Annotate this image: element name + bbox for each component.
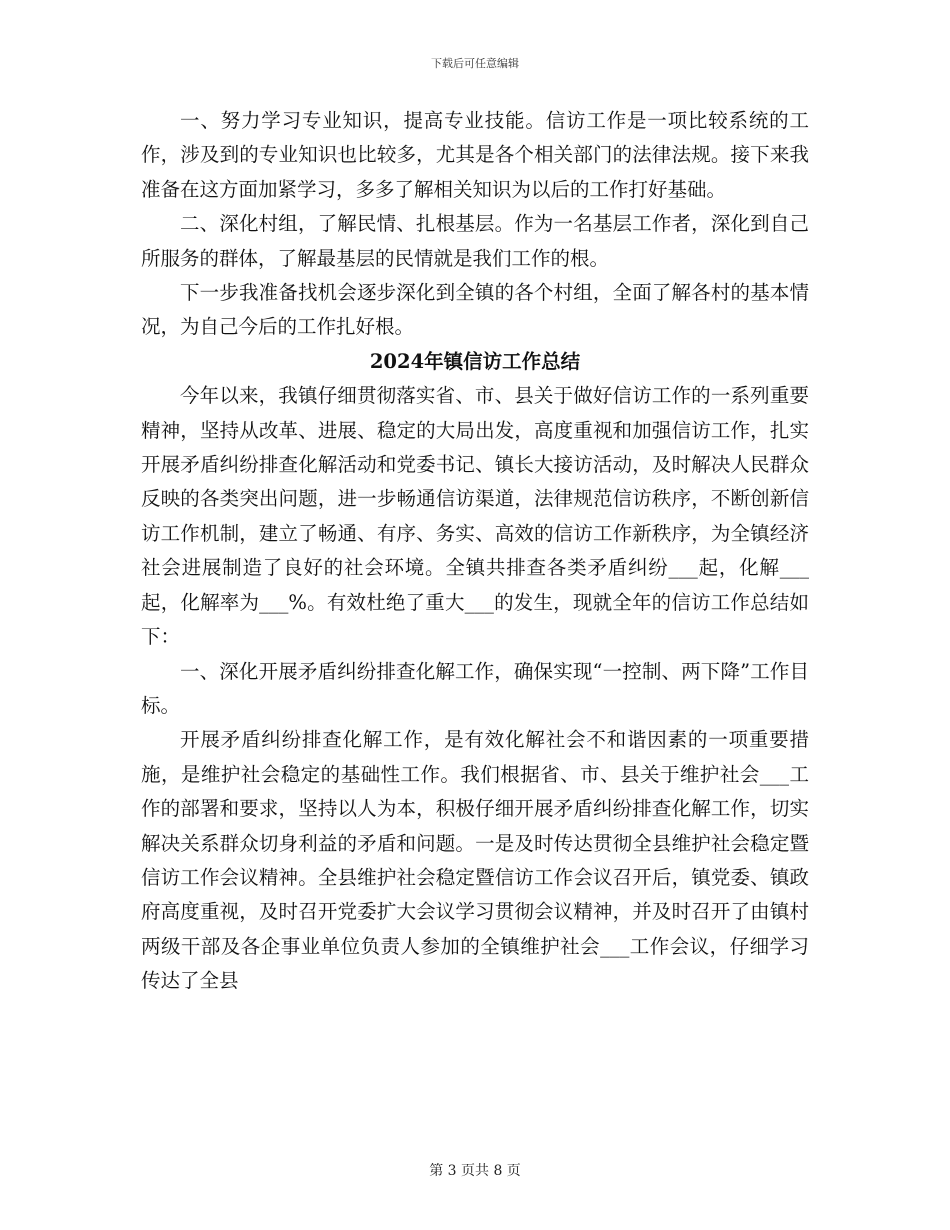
- document-body: [141, 104, 809, 999]
- document-title: 2024年镇信访工作总结: [369, 349, 581, 373]
- paragraph-study: 一、努力学习专业知识，提高专业技能。信访工作是一项比较系统的工作，涉及到的专业知识也比较多，尤其是各个相关部门的法律法规。接下来我准备在这方面加紧学习，多多了解相关知识为以后的工作打好基础。: [141, 109, 809, 201]
- paragraph-section-one-body: 开展矛盾纠纷排查化解工作，是有效化解社会不和谐因素的一项重要措施，是维护社会稳定的基础性工作。我们根据省、市、县关于维护社会___工作的部署和要求，坚持以人为本，积极仔细开展矛盾纠纷排查化解工作，切实解决关系群众切身利益的矛盾和问题。一是及时传达贯彻全县维护社会稳定暨信访工作会议精神。全县维护社会稳定暨信访工作会议召开后，镇党委、镇政府高度重视，及时召开党委扩大会议学习贯彻会议精神，并及时召开了由镇村两级干部及各企事业单位负责人参加的全镇维护社会___工作会议，仔细学习传达了全县: [141, 728, 809, 993]
- paragraph-intro: 今年以来，我镇仔细贯彻落实省、市、县关于做好信访工作的一系列重要精神，坚持从改革、进展、稳定的大局出发，高度重视和加强信访工作，扎实开展矛盾纠纷排查化解活动和党委书记、镇长大接访活动，及时解决人民群众反映的各类突出问题，进一步畅通信访渠道，法律规范信访秩序，不断创新信访工作机制，建立了畅通、有序、务实、高效的信访工作新秩序，为全镇经济社会进展制造了良好的社会环境。全镇共排查各类矛盾纠纷___起，化解___起，化解率为___%。有效杜绝了重大___的发生，现就全年的信访工作总结如下：: [141, 384, 809, 649]
- page-footer: 第 3 页共 8 页: [429, 1163, 521, 1179]
- paragraph-section-one-heading: 一、深化开展矛盾纠纷排查化解工作，确保实现“一控制、两下降”工作目标。: [141, 659, 809, 717]
- paragraph-grassroots: 二、深化村组，了解民情、扎根基层。作为一名基层工作者，深化到自己所服务的群体，了解最基层的民情就是我们工作的根。: [141, 212, 809, 270]
- page-header: 下载后可任意编辑: [431, 57, 519, 70]
- paragraph-next-step: 下一步我准备找机会逐步深化到全镇的各个村组，全面了解各村的基本情况，为自己今后的工作扎好根。: [141, 281, 809, 339]
